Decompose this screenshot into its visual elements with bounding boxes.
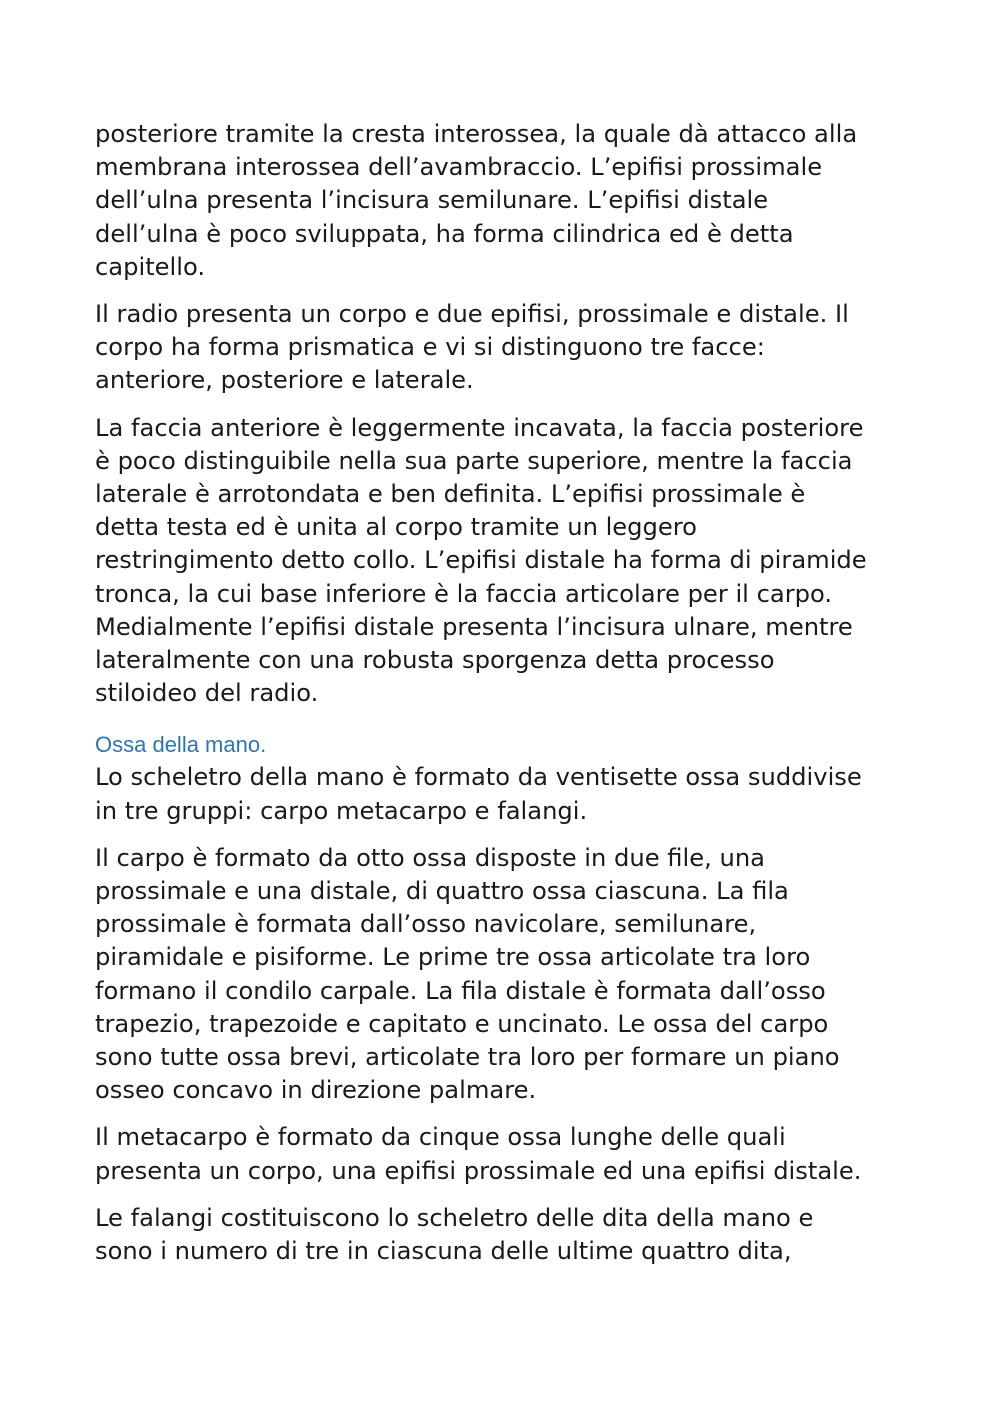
- text-line: dell’ulna presenta l’incisura semilunare. L’epifisi distale: [95, 186, 769, 215]
- text-line: Medialmente l’epifisi distale presenta l’incisura ulnare, mentre: [95, 612, 853, 641]
- text-line: anteriore, posteriore e laterale.: [95, 366, 474, 395]
- paragraph-mano-intro: [95, 761, 915, 827]
- text-line: formano il condilo carpale. La fila distale è formata dall’osso: [95, 976, 826, 1005]
- text-line: posteriore tramite la cresta interossea, la quale dà attacco alla: [95, 120, 858, 148]
- text-line: tronca, la cui base inferiore è la faccia articolare per il carpo.: [95, 579, 833, 608]
- text-line: laterale è arrotondata e ben definita. L’epifisi prossimale è: [95, 480, 806, 509]
- text-line: Il carpo è formato da otto ossa disposte in due file, una: [95, 843, 765, 872]
- text-line: restringimento detto collo. L’epifisi distale ha forma di piramide: [95, 546, 867, 575]
- text-line: sono i numero di tre in ciascuna delle ultime quattro dita,: [95, 1237, 792, 1266]
- paragraph-falangi: [95, 1202, 915, 1268]
- paragraph-metacarpo: [95, 1121, 915, 1187]
- text-line: sono tutte ossa brevi, articolate tra loro per formare un piano: [95, 1043, 840, 1072]
- text-line: trapezio, trapezoide e capitato e uncinato. Le ossa del carpo: [95, 1009, 829, 1038]
- text-line: in tre gruppi: carpo metacarpo e falangi.: [95, 796, 588, 825]
- text-line: Il radio presenta un corpo e due epifisi, prossimale e distale. Il: [95, 300, 849, 329]
- text-line: presenta un corpo, una epifisi prossimale ed una epifisi distale.: [95, 1156, 862, 1185]
- text-line: corpo ha forma prismatica e vi si distinguono tre facce:: [95, 333, 765, 362]
- paragraph-carpo: [95, 842, 915, 1108]
- text-line: capitello.: [95, 252, 206, 281]
- text-line: La faccia anteriore è leggermente incavata, la faccia posteriore: [95, 413, 864, 442]
- text-line: prossimale e una distale, di quattro ossa ciascuna. La fila: [95, 877, 789, 906]
- text-line: dell’ulna è poco sviluppata, ha forma cilindrica ed è detta: [95, 219, 794, 248]
- paragraph-radio-faces: [95, 412, 915, 711]
- text-line: è poco distinguibile nella sua parte superiore, mentre la faccia: [95, 446, 853, 475]
- text-line: piramidale e pisiforme. Le prime tre ossa articolate tra loro: [95, 943, 811, 972]
- text-line: membrana interossea dell’avambraccio. L’epifisi prossimale: [95, 153, 823, 182]
- paragraph-radio-intro: [95, 298, 915, 398]
- text-line: Le falangi costituiscono lo scheletro delle dita della mano e: [95, 1203, 814, 1232]
- text-line: Lo scheletro della mano è formato da ventisette ossa suddivise: [95, 763, 862, 792]
- text-line: osseo concavo in direzione palmare.: [95, 1076, 537, 1105]
- text-line: prossimale è formata dall’osso navicolare, semilunare,: [95, 910, 757, 939]
- text-line: detta testa ed è unita al corpo tramite un leggero: [95, 513, 697, 542]
- paragraph-ulna-continuation: [95, 118, 915, 284]
- text-line: lateralmente con una robusta sporgenza detta processo: [95, 646, 775, 675]
- text-line: Il metacarpo è formato da cinque ossa lunghe delle quali: [95, 1123, 786, 1152]
- text-line: stiloideo del radio.: [95, 679, 319, 708]
- section-heading-ossa-mano: Ossa della mano.: [95, 732, 267, 758]
- document-page: [95, 118, 915, 1282]
